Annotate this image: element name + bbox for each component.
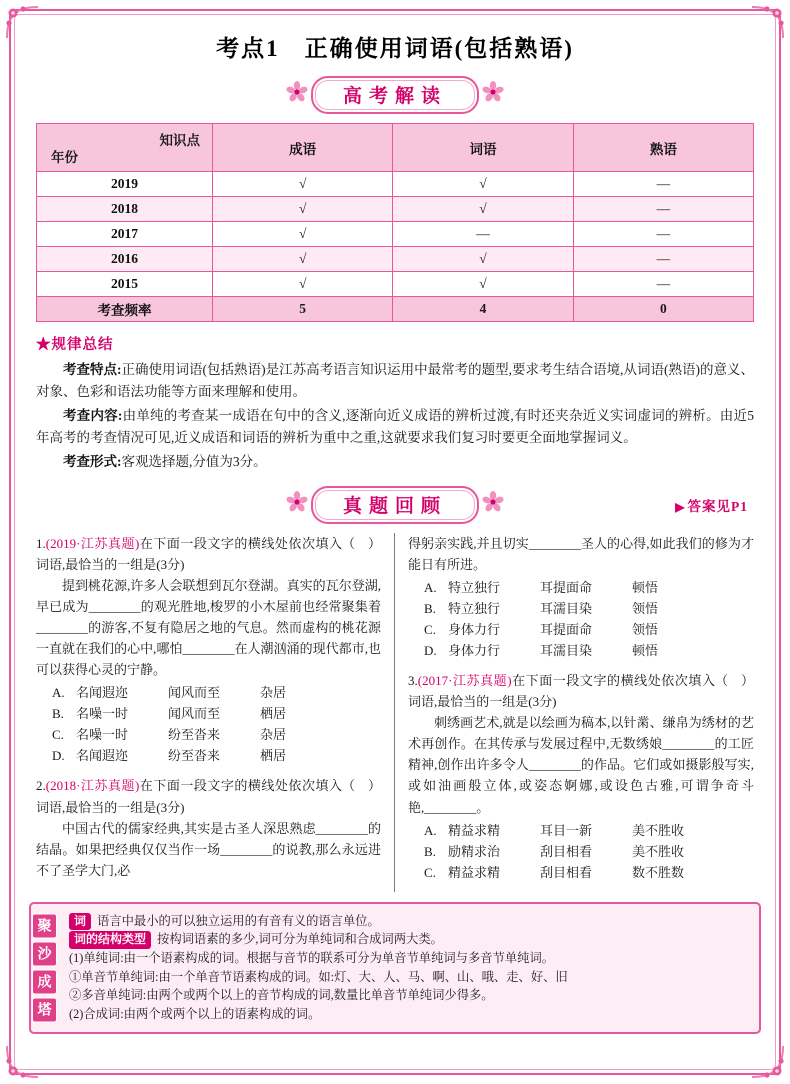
question-number: 3. [408,673,418,689]
cell: — [573,247,753,272]
option-word: 精益求精 [448,822,501,838]
cell: — [573,222,753,247]
flower-icon [481,80,505,110]
flower-icon [481,490,505,520]
questions-left-column [36,533,395,892]
note-line: (1)单纯词:由一个语素构成的词。根据与音节的联系可分为单音节单纯词与多音节单纯词。 [69,951,555,966]
banner-label: 高考解读 [342,86,447,107]
option-word: 美不胜收 [632,822,685,838]
cell: — [573,197,753,222]
option-word: 栖居 [260,706,287,722]
banner-label: 真题回顾 [342,495,447,517]
table-corner-cell [37,124,213,172]
cell: √ [393,247,573,272]
questions-area [36,533,754,892]
answer-parentheses: （ ） [714,673,754,689]
corner-label-year: 年份 [51,150,78,165]
term-badge: 词的结构类型 [69,931,151,948]
cell: 4 [393,297,573,322]
option-word: 纷至沓来 [168,748,221,764]
note-line [69,930,747,949]
corner-ornament-icon [742,4,786,48]
cell: √ [393,272,573,297]
note-line [69,912,747,931]
corner-ornament-icon [4,4,48,48]
option-word: 耳濡目染 [540,601,593,617]
column-header-chengyu: 成语 [213,124,393,172]
option-row [424,640,754,661]
answer-parentheses: （ ） [341,778,381,794]
note-text: 按构词语素的多少,词可分为单纯词和合成词两大类。 [157,932,443,947]
option-word: 闻风而至 [168,685,221,701]
option-word: 刮目相看 [540,864,593,880]
answer-reference-link [675,495,748,515]
table-header-row [37,124,754,172]
question-1-options [52,682,381,766]
question-3-options [424,820,754,883]
row-label: 2017 [37,222,213,247]
cell: — [573,272,753,297]
paragraph-text: 由单纯的考查某一成语在句中的含义,逐渐向近义成语的辨析过渡,有时还夹杂近义实词虚词的辨析。由近5年高考的考查情况可见,近义成语和词语的辨析为重中之重,这就要求我们复习时要更全面地掌握词义。 [36,408,755,445]
option-label: B. [424,601,436,617]
option-row [424,862,754,883]
option-label: A. [52,685,65,701]
question-2-body: 中国古代的儒家经典,其实是古圣人深思熟虑________的结晶。如果把经典仅仅当作一场________的说教,那么永远进不了圣学大门,必 [36,820,381,878]
option-row [52,682,381,703]
question-3-body: 刺绣画艺术,就是以绘画为稿本,以针黹、缣帛为绣材的艺术再创作。在其传承与发展过程中,无数绣娘________的工匠精神,创作出许多令人________的作品。它们或如摄影般写实,或如油画般立体,或姿态婀娜,或设色古雅,可谓争奇斗艳,________。 [408,715,754,815]
option-row [424,841,754,862]
option-row [52,745,381,766]
table-frequency-row [37,297,754,322]
cell: √ [213,197,393,222]
option-word: 杂居 [260,685,287,701]
cell: √ [213,272,393,297]
question-number: 1. [36,535,46,551]
corner-ornament-icon [742,1036,786,1080]
ribbon-char: 塔 [32,997,57,1022]
option-word: 领悟 [632,601,659,617]
option-word: 名闻遐迩 [76,685,129,701]
option-word: 领悟 [632,622,659,638]
cell: 0 [573,297,753,322]
question-1-heading [36,533,381,575]
page-title: 考点1 正确使用词语(包括熟语) [216,36,574,61]
option-row [52,703,381,724]
cell: √ [213,172,393,197]
question-2-heading [36,775,381,817]
triangle-icon: ▶ [675,499,686,514]
question-number: 2. [36,778,46,794]
ribbon-char: 聚 [32,913,57,938]
question-source: (2019·江苏真题) [45,535,140,551]
question-stem: 在下面一段文字的横线处依次填入词语,最恰当的一组是(3分) [36,778,342,815]
question-1-body: 提到桃花源,许多人会联想到瓦尔登湖。真实的瓦尔登湖,早已成为________的观光胜地,梭罗的小木屋前也经常聚集着________的游客,不复有隐居之地的气息。然而虚构的桃花源一直就在我们的心中,哪怕________在人潮汹涌的现代都市,也可以获得心灵的宁静。 [36,578,381,678]
cell: √ [213,222,393,247]
row-label: 2018 [37,197,213,222]
row-label: 2016 [37,247,213,272]
term-badge: 词 [69,913,91,930]
section-real-questions [36,486,754,524]
knowledge-notes-box [29,902,761,1034]
option-label: B. [424,843,436,859]
paragraph-lead: 考查内容: [63,408,123,424]
summary-paragraph [36,359,754,402]
option-word: 身体力行 [448,643,501,659]
option-label: C. [52,727,64,743]
question-2-options [424,577,754,661]
cell: — [573,172,753,197]
questions-right-column [395,533,754,892]
option-label: C. [424,864,436,880]
option-word: 名噪一时 [76,706,129,722]
option-row [52,724,381,745]
option-word: 数不胜数 [632,864,685,880]
summary-paragraph [36,451,754,473]
note-line: ②多音单纯词:由两个或两个以上的音节构成的词,数量比单音节单纯词少得多。 [69,988,494,1003]
row-label: 2019 [37,172,213,197]
option-word: 精益求精 [448,864,501,880]
option-word: 耳濡目染 [540,643,593,659]
option-label: D. [52,748,65,764]
banner-zhenti-huigu [311,486,479,524]
question-2-continuation: 得躬亲实践,并且切实________圣人的心得,如此我们的修为才能日有所进。 [408,535,754,573]
column-header-ciyu: 词语 [393,124,573,172]
table-row [37,197,754,222]
option-row [424,598,754,619]
ribbon-char: 成 [32,969,57,994]
option-word: 闻风而至 [168,706,221,722]
option-row [424,820,754,841]
option-word: 耳提面命 [540,580,593,596]
option-word: 顿悟 [632,643,659,659]
table-row [37,272,754,297]
note-line: ①单音节单纯词:由一个单音节语素构成的词。如:灯、大、人、马、啊、山、哦、走、好、旧 [69,969,568,984]
column-header-shuyu: 熟语 [573,124,753,172]
corner-label-knowledge-point: 知识点 [159,133,200,148]
note-line: (2)合成词:由两个或两个以上的语素构成的词。 [69,1007,321,1022]
option-word: 栖居 [260,748,287,764]
question-stem: 在下面一段文字的横线处依次填入词语,最恰当的一组是(3分) [408,673,715,710]
paragraph-text: 客观选择题,分值为3分。 [121,454,267,470]
note-text: 语言中最小的可以独立运用的有音有义的语言单位。 [97,913,380,928]
option-word: 身体力行 [448,622,501,638]
option-row [424,619,754,640]
option-label: D. [424,643,437,659]
cell: 5 [213,297,393,322]
option-word: 杂居 [260,727,287,743]
cell: √ [393,172,573,197]
table-row [37,222,754,247]
corner-ornament-icon [4,1036,48,1080]
paragraph-lead: 考查特点: [63,362,122,377]
option-word: 纷至沓来 [168,727,221,743]
answer-reference-label: 答案见P1 [687,498,748,514]
option-label: B. [52,706,64,722]
row-label: 2015 [37,272,213,297]
option-word: 特立独行 [448,601,501,617]
option-word: 耳提面命 [540,622,593,638]
option-label: A. [424,580,437,596]
option-word: 刮目相看 [540,843,593,859]
banner-gaokao-jiedu [311,76,479,114]
flower-icon [285,80,309,110]
ribbon-char: 沙 [32,941,57,966]
table-row [37,247,754,272]
option-word: 名闻遐迩 [76,748,129,764]
paragraph-lead: 考查形式: [63,454,122,470]
option-label: A. [424,822,437,838]
paragraph-text: 正确使用词语(包括熟语)是江苏高考语言知识运用中最常考的题型,要求考生结合语境,从词语(熟语)的意义、对象、色彩和语法功能等方面来理解和使用。 [36,362,754,399]
option-word: 特立独行 [448,580,501,596]
cell: — [393,222,573,247]
option-word: 名噪一时 [76,727,129,743]
flower-icon [285,490,309,520]
summary-heading: ★规律总结 [36,337,114,353]
summary-paragraph [36,405,754,448]
question-3-heading [408,670,754,712]
cell: √ [213,247,393,272]
cell: √ [393,197,573,222]
option-row [424,577,754,598]
table-row [37,172,754,197]
question-source: (2018·江苏真题) [45,778,140,794]
row-label: 考查频率 [37,297,213,322]
exam-history-table [36,123,754,322]
section-exam-interpretation [36,76,754,114]
question-source: (2017·江苏真题) [417,673,512,689]
vertical-ribbon-jushachengta [32,913,57,1022]
option-word: 励精求治 [448,843,501,859]
option-word: 耳目一新 [540,822,593,838]
question-stem: 在下面一段文字的横线处依次填入词语,最恰当的一组是(3分) [36,535,342,573]
option-word: 美不胜收 [632,843,685,859]
answer-parentheses: （ ） [341,535,381,551]
option-label: C. [424,622,436,638]
option-word: 顿悟 [632,580,659,596]
